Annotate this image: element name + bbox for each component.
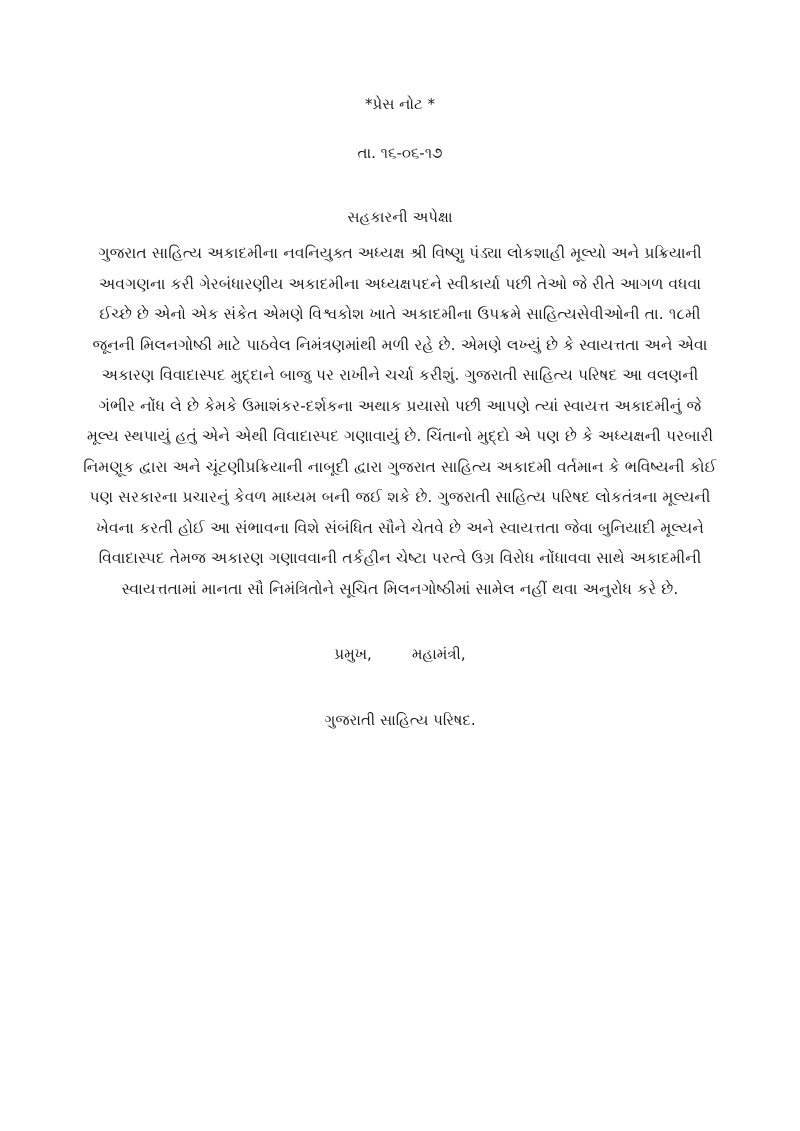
- press-note-body: [0, 238, 800, 604]
- body-line: મૂલ્ય સ્થપાયું હતું એને એથી વિવાદાસ્પદ ગણાવાયું છે. ચિંતાનો મુદ્દો એ પણ છે કે અધ્યક્ષની પરબારી: [86, 427, 714, 445]
- body-line: જૂનની મિલનગોષ્ઠી માટે પાઠવેલ નિમંત્રણમાંથી મળી રહે છે. એમણે લખ્યું છે કે સ્વાયત્તતા અને એવા: [92, 335, 708, 354]
- press-note-heading: *પ્રેસ નોટ *: [364, 95, 436, 113]
- body-line: સ્વાયત્તતામાં માનતા સૌ નિમંત્રિતોને સૂચિત મિલનગોષ્ઠીમાં સામેલ નહીં થવા અનુરોધ કરે છે.: [121, 579, 679, 598]
- body-line: અકારણ વિવાદાસ્પદ મુદ્દાને બાજુ પર રાખીને ચર્ચા કરીશું. ગુજરાતી સાહિત્ય પરિષદ આ વલણની: [101, 366, 699, 384]
- body-line: અવગણના કરી ગેરબંધારણીય અકાદમીના અધ્યક્ષપદને સ્વીકાર્યા પછી તેઓ જે રીતે આગળ વધવા: [98, 274, 702, 293]
- press-note-subject: સહકારની અપેક્ષા: [347, 208, 453, 226]
- signatory-general-secretary: મહામંત્રી,: [411, 645, 466, 663]
- organization-name: ગુજરાતી સાહિત્ય પરિષદ.: [324, 711, 476, 729]
- body-line: ખેવના કરતી હોઈ આ સંભાવના વિશે સંબંધિત સૌને ચેતવે છે અને સ્વાયત્તતા જેવા બુનિયાદી મૂલ્યને: [96, 518, 704, 537]
- press-note-date: તા. ૧૬-૦૬-૧૭: [357, 144, 443, 162]
- body-line: ગંભીર નોંધ લે છે કેમકે ઉમાશંકર-દર્શકના અથાક પ્રયાસો પછી આપણે ત્યાં સ્વાયત્ત અકાદમીનું જે: [98, 396, 702, 415]
- body-line: પણ સરકારના પ્રચારનું કેવળ માધ્યમ બની જઈ શકે છે. ગુજરાતી સાહિત્ય પરિષદ લોકતંત્રના મૂલ્યની: [89, 488, 711, 506]
- signatories: [0, 644, 800, 664]
- body-line: નિમણૂક દ્વારા અને ચૂંટણીપ્રક્રિયાની નાબૂદી દ્વારા ગુજરાત સાહિત્ય અકાદમી વર્તમાન કે ભવિષ્યની કોઈ: [83, 457, 717, 476]
- body-line: ઈચ્છે છે એનો એક સંકેત એમણે વિશ્વકોશ ખાતે અકાદમીના ઉપક્રમે સાહિત્યસેવીઓની તા. ૧૮મી: [99, 305, 701, 323]
- body-line: વિવાદાસ્પદ તેમજ અકારણ ગણાવવાની તર્કહીન ચેષ્ટા પરત્વે ઉગ્ર વિરોધ નોંધાવવા સાથે અકાદમીની: [98, 549, 702, 567]
- body-line: ગુજરાત સાહિત્ય અકાદમીના નવનિયુક્ત અધ્યક્ષ શ્રી વિષ્ણુ પંડ્યા લોકશાહી મૂલ્યો અને પ્રક્રિયાની: [98, 244, 702, 262]
- signatory-president: પ્રમુખ,: [334, 645, 372, 663]
